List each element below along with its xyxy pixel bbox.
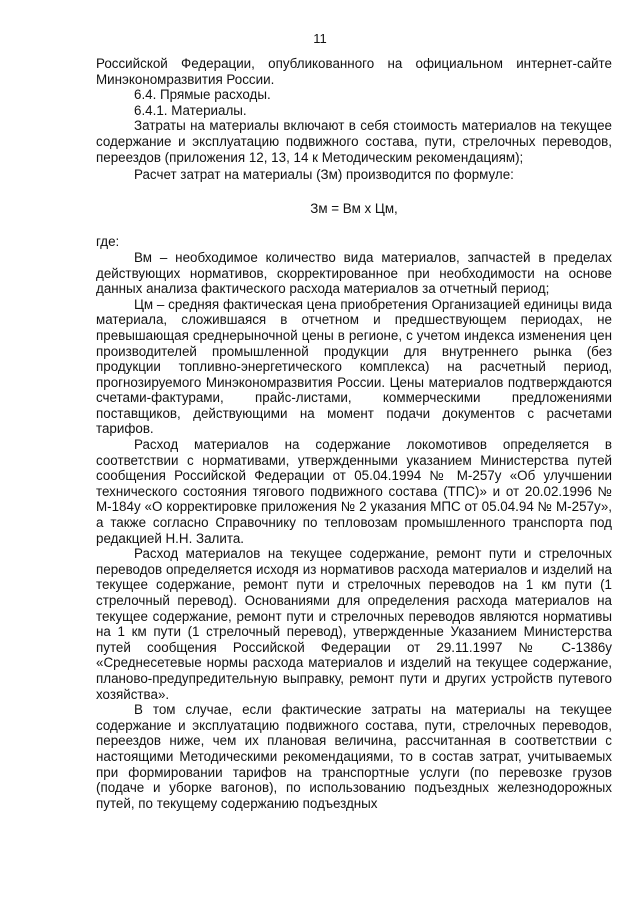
paragraph-materials-costs: Затраты на материалы включают в себя стоимость материалов на текущее содержание и эксплуатацию подвижного состава, пути, стрелочных переводов, переездов (приложения 12, 13, 14 к Методическим рекомендациям);: [96, 118, 612, 165]
paragraph-actual-costs: В том случае, если фактические затраты на материалы на текущее содержание и эксплуатацию подвижного состава, пути, стрелочных переводов, переездов ниже, чем их плановая величина, рассчитанная в соответствии с настоящими Методическими рекомендациями, то в состав затрат, учитываемых при формировании тарифов на транспортные услуги (по перевозке грузов (подаче и уборке вагонов), по использованию подъездных железнодорожных путей, по текущему содержанию подъездных: [96, 702, 612, 811]
where-label: где:: [96, 234, 120, 250]
definition-vm: Вм – необходимое количество вида материалов, запчастей в пределах действующих нормативов, скорректированное при необходимости на основе данных анализа фактического расхода материалов за отчетный период;: [96, 249, 612, 297]
paragraph-continuation: Российской Федерации, опубликованного на официальном интернет-сайте Минэкономразвития России.: [96, 56, 612, 87]
definition-cm: Цм – средняя фактическая цена приобретения Организацией единицы вида материала, сложившаяся в отчетном и предшествующем периодах, не превышающая среднерыночной цены в регионе, с учетом индекса изменения цен производителей промышленной продукции для внутреннего рынка (без продукции топливно-энергетического комплекса) на расчетный период, прогнозируемого Минэкономразвития России. Цены материалов подтверждаются счетами-фактурами, прайс-листами, коммерческими предложениями поставщиков, действующими на момент подачи документов с расчетами тарифов.: [96, 296, 612, 437]
section-heading-6-4: 6.4. Прямые расходы.: [134, 87, 271, 103]
formula: Зм = Вм х Цм,: [310, 200, 398, 216]
document-body: [96, 56, 612, 811]
paragraph-locomotives: Расход материалов на содержание локомотивов определяется в соответствии с нормативами, утвержденными указанием Министерства путей сообщения Российской Федерации от 05.04.1994 № М-257у «Об улучшении технического состояния тягового подвижного состава (ТПС)» и от 20.02.1996 № М-184у «О корректировке приложения № 2 указания МПС от 05.04.94 № М-257у», а также согласно Справочнику по тепловозам промышленного транспорта под редакцией Н.Н. Залита.: [96, 437, 612, 546]
paragraph-formula-intro: Расчет затрат на материалы (Зм) производится по формуле:: [134, 167, 514, 183]
page-number: 11: [313, 31, 327, 46]
paragraph-track-maintenance: Расход материалов на текущее содержание, ремонт пути и стрелочных переводов определяется исходя из нормативов расхода материалов и изделий на текущее содержание, ремонт пути и стрелочных переводов на 1 км пути (1 стрелочный перевод). Основаниями для определения расхода материалов на текущее содержание, ремонт пути и стрелочных переводов являются нормативы на 1 км пути (1 стрелочный перевод), утвержденные Указанием Министерства путей сообщения Российской Федерации от 29.11.1997 № С-1386у «Среднесетевые нормы расхода материалов и изделий на текущее содержание, планово-предупредительную выправку, ремонт пути и других устройств путевого хозяйства».: [96, 546, 612, 702]
section-heading-6-4-1: 6.4.1. Материалы.: [134, 102, 247, 118]
